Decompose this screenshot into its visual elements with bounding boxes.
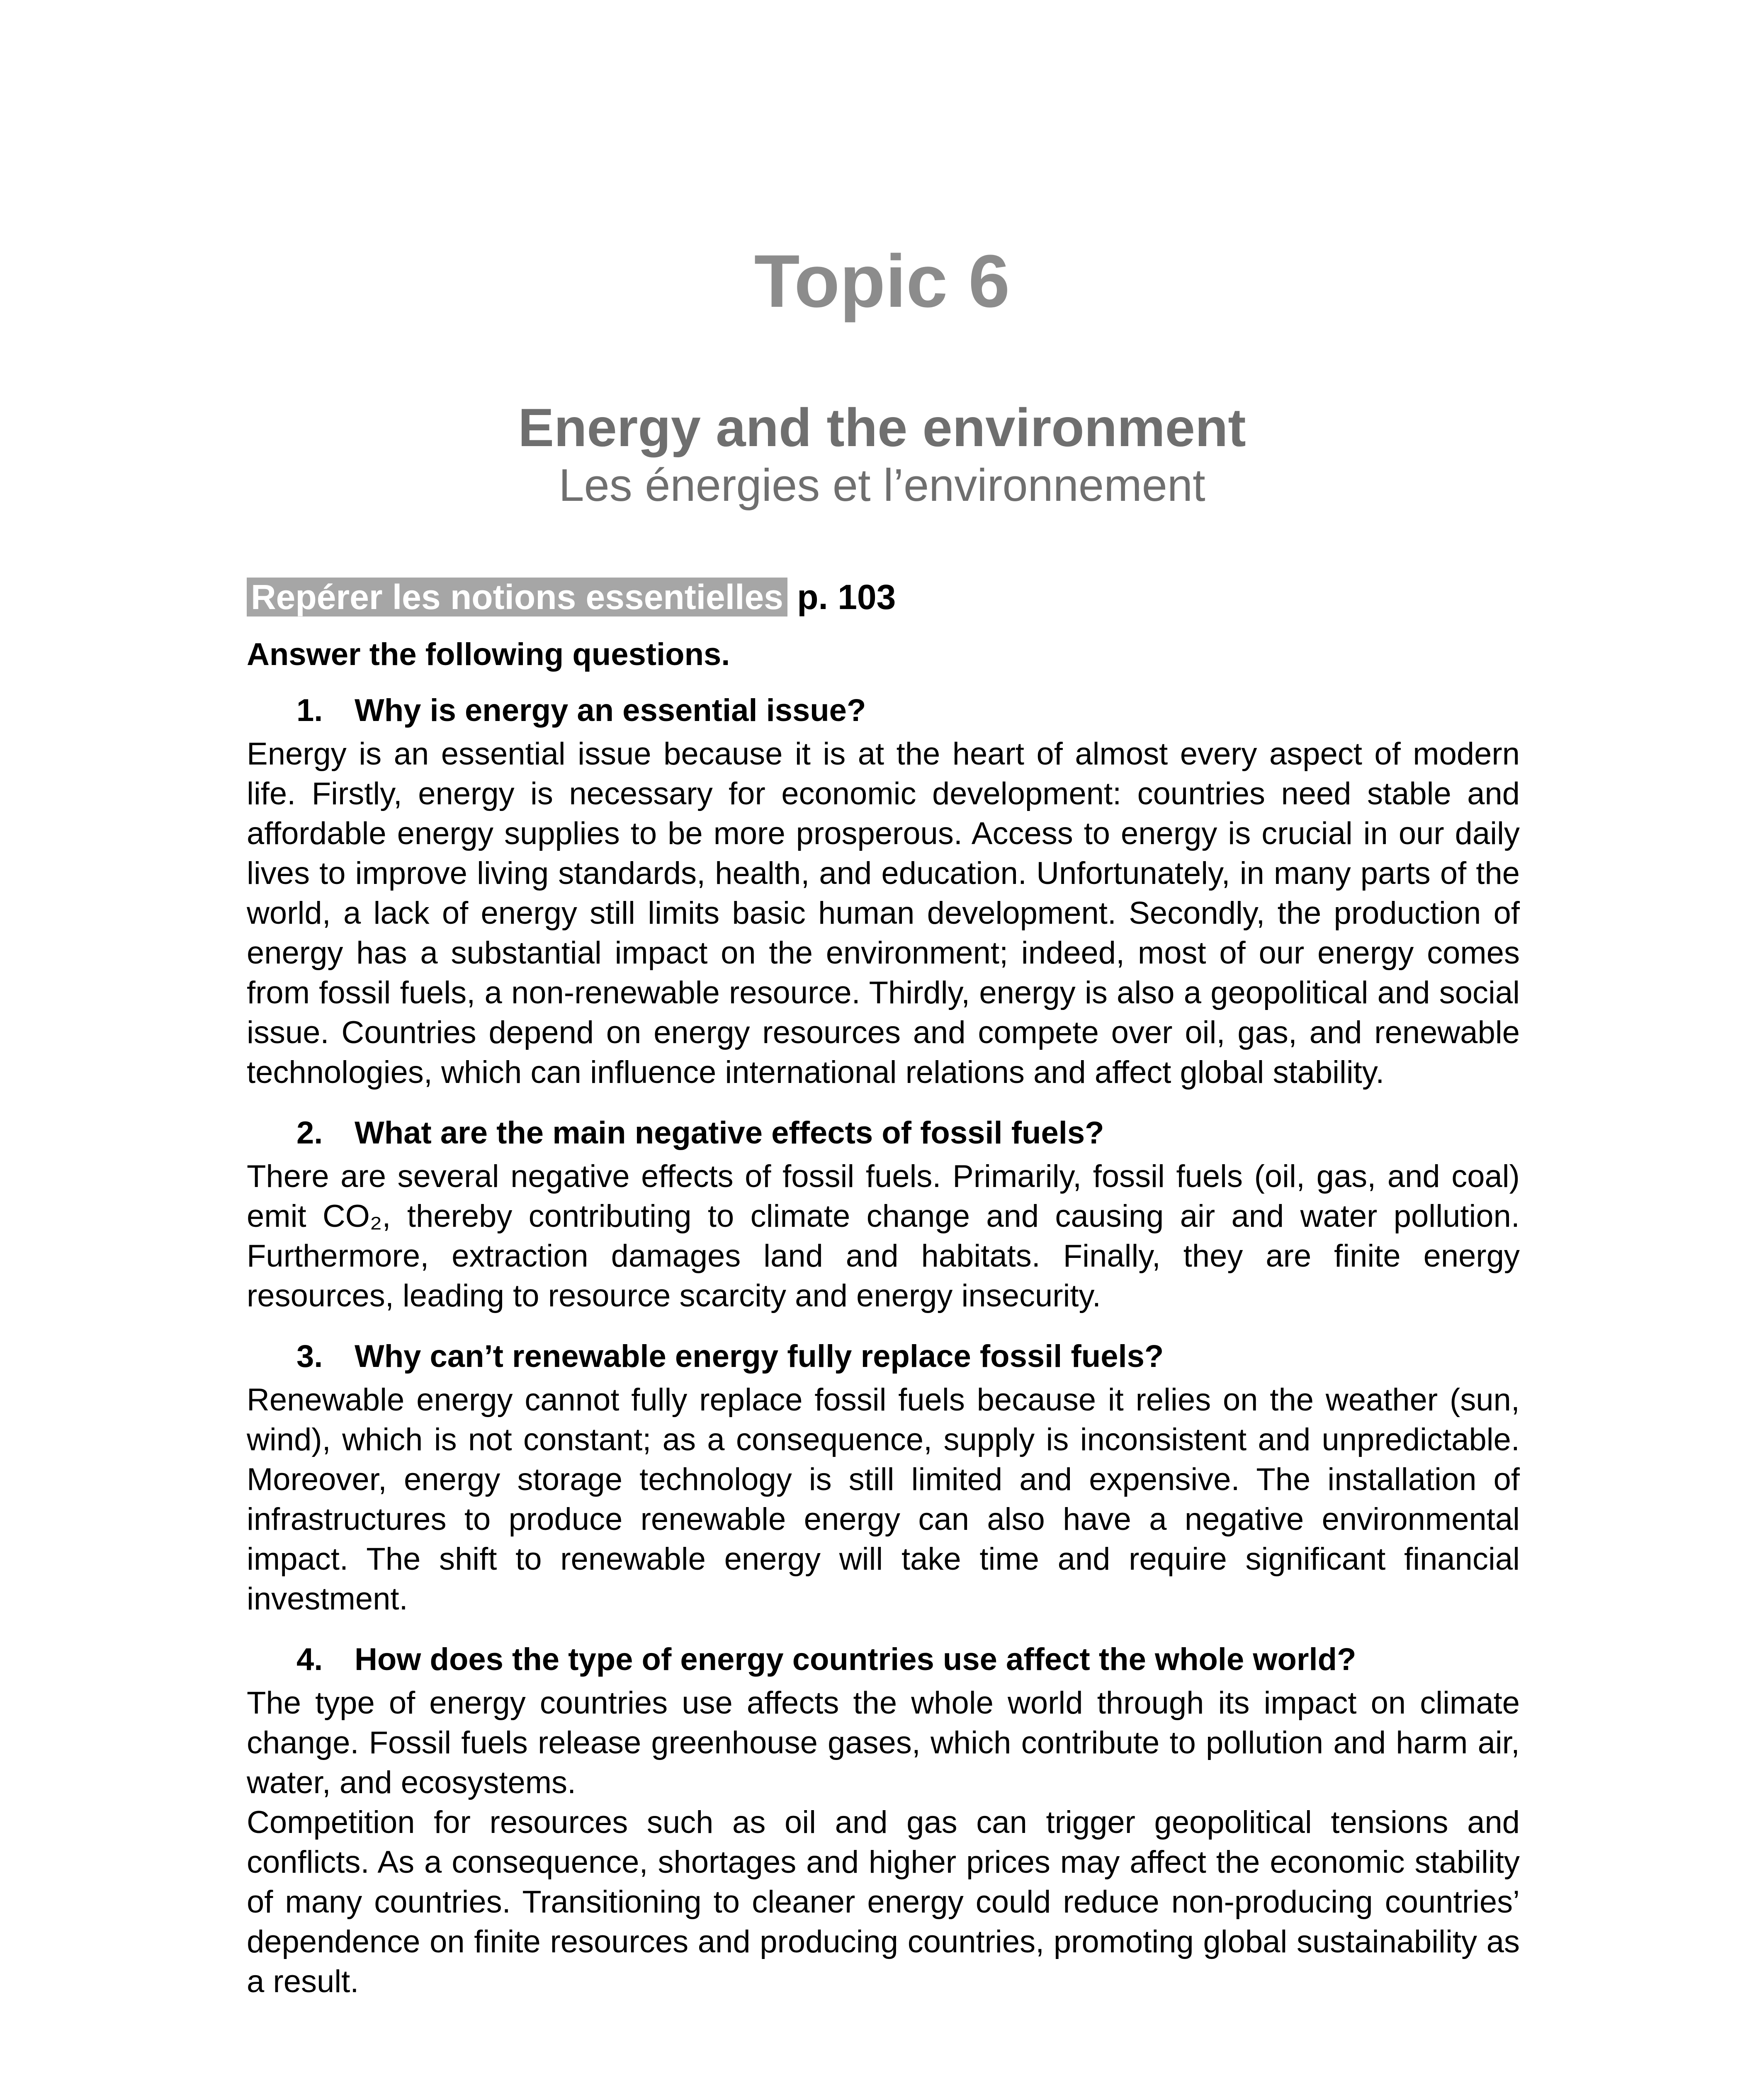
question-text: Why can’t renewable energy fully replace fossil fuels? [355, 1338, 1164, 1374]
question-2 [247, 1113, 1520, 1153]
question-text: Why is energy an essential issue? [355, 692, 866, 728]
answer-paragraph: Competition for resources such as oil and gas can trigger geopolitical tensions and conflicts. As a consequence, shortages and higher prices may affect the economic stability of many countries. Transitioning to cleaner energy could reduce non-producing countries’ dependence on finite resources and producing countries, promoting global sustainability as a result. [247, 1804, 1520, 1999]
question-number: 1. [296, 692, 323, 728]
section-heading [247, 576, 1520, 618]
instruction-text: Answer the following questions. [247, 636, 730, 672]
answer-paragraph: Renewable energy cannot fully replace fossil fuels because it relies on the weather (sun, wind), which is not constant; as a consequence, supply is inconsistent and unpredictable. Moreover, energy storage technology is still limited and expensive. The installation of infrastructures to produce renewable energy can also have a negative environmental impact. The shift to renewable energy will take time and require significant financial investment. [247, 1382, 1520, 1617]
answer-paragraph: The type of energy countries use affects the whole world through its impact on climate change. Fossil fuels release greenhouse gases, which contribute to pollution and harm air, water, and ecosystems. [247, 1685, 1520, 1800]
answer-3 [247, 1380, 1520, 1619]
question-number: 3. [296, 1338, 323, 1374]
content-body [247, 576, 1520, 2022]
question-number: 2. [296, 1115, 323, 1151]
answer-paragraph: Energy is an essential issue because it is at the heart of almost every aspect of modern life. Firstly, energy is necessary for economic development: countries need stable and affordable energy supplies to be more prosperous. Access to energy is crucial in our daily lives to improve living standards, health, and education. Unfortunately, in many parts of the world, a lack of energy still limits basic human development. Secondly, the production of energy has a substantial impact on the environment; indeed, most of our energy comes from fossil fuels, a non-renewable resource. Thirdly, energy is also a geopolitical and social issue. Countries depend on energy resources and compete over oil, gas, and renewable technologies, which can influence international relations and affect global stability. [247, 736, 1520, 1090]
question-text: What are the main negative effects of fossil fuels? [355, 1115, 1104, 1151]
question-number: 4. [296, 1641, 323, 1677]
page-subtitle: Les énergies et l’environnement [559, 460, 1205, 511]
question-4 [247, 1640, 1520, 1679]
answer-1 [247, 734, 1520, 1092]
answer-4 [247, 1683, 1520, 2002]
question-3 [247, 1337, 1520, 1376]
page-reference: p. 103 [797, 578, 896, 617]
topic-title: Topic 6 [754, 240, 1010, 323]
answer-paragraph: There are several negative effects of fossil fuels. Primarily, fossil fuels (oil, gas, and coal) emit CO₂, thereby contributing to climate change and causing air and water pollution. Furthermore, extraction damages land and habitats. Finally, they are finite energy resources, leading to resource scarcity and energy insecurity. [247, 1158, 1520, 1313]
answer-2 [247, 1157, 1520, 1316]
question-text: How does the type of energy countries use affect the whole world? [355, 1641, 1356, 1677]
section-heading-highlight: Repérer les notions essentielles [247, 578, 787, 617]
page-title: Energy and the environment [518, 397, 1246, 458]
question-1 [247, 691, 1520, 730]
